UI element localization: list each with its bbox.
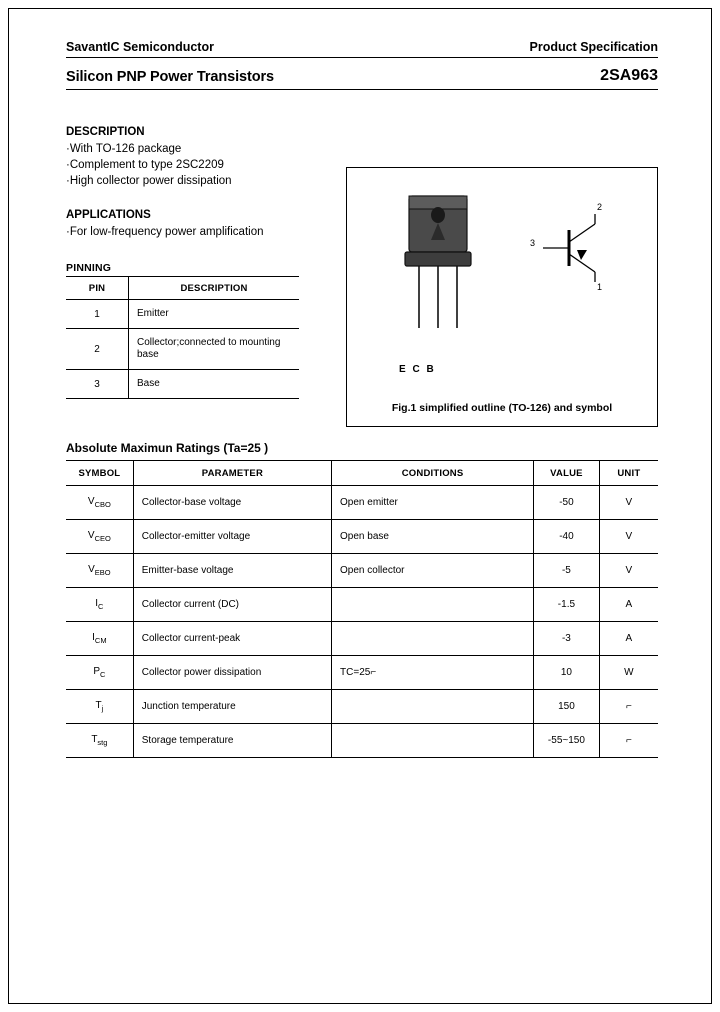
pin-number: 2: [66, 329, 129, 370]
rating-symbol: [66, 622, 133, 656]
table-row: [66, 329, 299, 370]
package-pin-labels: E C B: [399, 364, 436, 375]
pin-description: Base: [129, 370, 300, 399]
applications-heading: APPLICATIONS: [66, 209, 151, 221]
rating-conditions: Open collector: [332, 554, 534, 588]
rating-conditions: [332, 622, 534, 656]
table-row: [66, 486, 658, 520]
rating-unit: V: [599, 554, 658, 588]
table-row: [66, 690, 658, 724]
rating-unit: V: [599, 520, 658, 554]
rating-unit: A: [599, 588, 658, 622]
rating-value: -5: [534, 554, 600, 588]
symbol-base: I: [92, 632, 95, 643]
pinning-col-pin: PIN: [66, 277, 129, 300]
rating-symbol: [66, 520, 133, 554]
rating-parameter: Emitter-base voltage: [133, 554, 331, 588]
part-number: 2SA963: [600, 67, 658, 84]
pinning-table: [66, 276, 299, 399]
rating-conditions: Open emitter: [332, 486, 534, 520]
pinning-label: PINNING: [66, 262, 112, 274]
rating-value: -55~150: [534, 724, 600, 758]
rating-parameter: Collector current (DC): [133, 588, 331, 622]
header-divider: [66, 57, 658, 58]
rating-value: -40: [534, 520, 600, 554]
table-header-row: [66, 461, 658, 486]
table-row: [66, 656, 658, 690]
rating-parameter: Collector current-peak: [133, 622, 331, 656]
symbol-subscript: CM: [94, 636, 107, 645]
page-title: Silicon PNP Power Transistors: [66, 69, 274, 85]
symbol-subscript: EBO: [94, 568, 111, 577]
table-row: [66, 554, 658, 588]
symbol-subscript: CBO: [94, 500, 111, 509]
rating-parameter: Storage temperature: [133, 724, 331, 758]
symbol-base: P: [93, 666, 100, 677]
rating-conditions: [332, 724, 534, 758]
rating-unit: ⌐: [599, 724, 658, 758]
symbol-subscript: C: [98, 602, 104, 611]
ratings-col-symbol: SYMBOL: [66, 461, 133, 486]
page-content: [66, 40, 658, 758]
svg-text:2: 2: [597, 202, 603, 212]
svg-text:1: 1: [597, 282, 603, 292]
ratings-col-value: VALUE: [534, 461, 600, 486]
rating-symbol: [66, 656, 133, 690]
left-column: [66, 126, 366, 399]
figure-caption: Fig.1 simplified outline (TO-126) and symbol: [391, 402, 613, 414]
description-item: ·High collector power dissipation: [66, 175, 232, 187]
pin-description: Collector;connected to mounting base: [129, 329, 300, 370]
rating-conditions: [332, 588, 534, 622]
pin-number: 3: [66, 370, 129, 399]
rating-unit: A: [599, 622, 658, 656]
symbol-subscript: stg: [97, 738, 108, 747]
main-area: [66, 126, 658, 414]
symbol-base: V: [87, 530, 95, 541]
symbol-base: V: [88, 564, 95, 575]
rating-value: 150: [534, 690, 600, 724]
rating-unit: W: [599, 656, 658, 690]
rating-conditions: Open base: [332, 520, 534, 554]
description-heading: DESCRIPTION: [66, 126, 145, 138]
package-outline-drawing: [347, 168, 657, 398]
ratings-col-parameter: PARAMETER: [133, 461, 331, 486]
svg-text:3: 3: [530, 238, 536, 248]
ratings-title: Absolute Maximun Ratings (Ta=25 ): [66, 441, 269, 455]
symbol-subscript: C: [100, 670, 106, 679]
rating-parameter: Collector-base voltage: [133, 486, 331, 520]
rating-value: -3: [534, 622, 600, 656]
rating-value: -1.5: [534, 588, 600, 622]
rating-value: -50: [534, 486, 600, 520]
symbol-base: I: [95, 598, 99, 609]
package-figure: [346, 167, 658, 427]
table-row: [66, 370, 299, 399]
table-header-row: [66, 277, 299, 300]
title-block: [66, 67, 658, 89]
rating-symbol: [66, 554, 133, 588]
symbol-subscript: CEO: [94, 534, 111, 543]
description-item: ·Complement to type 2SC2209: [66, 159, 224, 171]
rating-unit: V: [599, 486, 658, 520]
symbol-base: T: [95, 700, 102, 711]
description-item: ·With TO-126 package: [66, 143, 182, 155]
table-row: [66, 588, 658, 622]
symbol-base: V: [87, 496, 95, 507]
ratings-col-unit: UNIT: [599, 461, 658, 486]
pin-number: 1: [66, 300, 129, 329]
rating-unit: ⌐: [599, 690, 658, 724]
company-name: SavantIC Semiconductor: [66, 40, 214, 54]
table-row: [66, 622, 658, 656]
spacer: [66, 189, 366, 209]
rating-conditions: TC=25⌐: [332, 656, 534, 690]
ratings-col-conditions: CONDITIONS: [332, 461, 534, 486]
rating-conditions: [332, 690, 534, 724]
pinning-col-description: DESCRIPTION: [129, 277, 300, 300]
table-row: [66, 724, 658, 758]
absolute-maximum-ratings-table: [66, 460, 658, 758]
table-row: [66, 300, 299, 329]
rating-parameter: Collector-emitter voltage: [133, 520, 331, 554]
title-divider: [66, 89, 658, 90]
table-row: [66, 520, 658, 554]
symbol-base: T: [91, 734, 98, 745]
rating-symbol: [66, 724, 133, 758]
rating-symbol: [66, 588, 133, 622]
pin-description: Emitter: [129, 300, 300, 329]
rating-value: 10: [534, 656, 600, 690]
applications-item: ·For low-frequency power amplification: [66, 226, 264, 238]
rating-parameter: Junction temperature: [133, 690, 331, 724]
document-header: [66, 40, 658, 57]
document-type: Product Specification: [529, 40, 658, 54]
rating-symbol: [66, 690, 133, 724]
rating-parameter: Collector power dissipation: [133, 656, 331, 690]
rating-symbol: [66, 486, 133, 520]
symbol-subscript: j: [101, 704, 104, 713]
